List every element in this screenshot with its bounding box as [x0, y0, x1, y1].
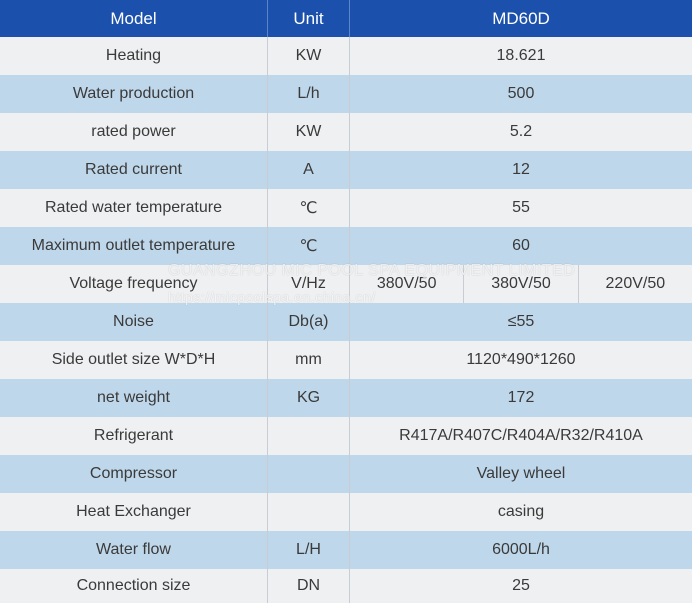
row-unit: KW — [268, 37, 350, 75]
row-unit: KW — [268, 113, 350, 151]
voltage-value-2: 380V/50 — [464, 265, 578, 303]
voltage-value-3: 220V/50 — [605, 275, 666, 292]
row-value-split — [350, 265, 692, 303]
row-unit: ℃ — [268, 189, 350, 227]
row-unit: mm — [268, 341, 350, 379]
table-row — [0, 75, 692, 113]
row-unit: V/Hz — [268, 265, 350, 303]
table-row — [0, 113, 692, 151]
row-unit — [268, 493, 350, 531]
header-value: MD60D — [492, 8, 550, 28]
header-model: Model — [0, 0, 268, 37]
row-label: Refrigerant — [0, 417, 268, 455]
row-unit: Db(a) — [268, 303, 350, 341]
row-value: 6000L/h — [492, 541, 550, 558]
table-row — [0, 227, 692, 265]
table-row — [0, 189, 692, 227]
table-row — [0, 265, 692, 303]
table-row — [0, 455, 692, 493]
row-label: net weight — [0, 379, 268, 417]
row-label: Heat Exchanger — [0, 493, 268, 531]
table-row — [0, 417, 692, 455]
watermark-company: GUANGZHOU MIC POOL SPA EQUIPMENT LIMITED — [168, 262, 576, 279]
voltage-value-1: 380V/50 — [350, 265, 464, 303]
table-row — [0, 379, 692, 417]
table-row — [0, 493, 692, 531]
row-label: Maximum outlet temperature — [0, 227, 268, 265]
row-label: Water production — [0, 75, 268, 113]
row-value: casing — [497, 503, 545, 520]
row-unit — [268, 417, 350, 455]
row-value: 12 — [512, 161, 530, 178]
row-value: 5.2 — [509, 123, 533, 140]
row-unit — [268, 455, 350, 493]
table-row — [0, 37, 692, 75]
row-value: 55 — [512, 199, 530, 216]
table-header — [0, 0, 692, 37]
watermark-url: https://micpoolspa.en.china.cn/ — [168, 289, 376, 305]
row-value: ≤55 — [507, 313, 535, 330]
row-label: Voltage frequency — [0, 265, 268, 303]
header-unit: Unit — [268, 0, 350, 37]
row-value: 500 — [507, 85, 535, 102]
row-label: Side outlet size W*D*H — [0, 341, 268, 379]
table-row — [0, 341, 692, 379]
row-unit: KG — [268, 379, 350, 417]
row-label: Noise — [0, 303, 268, 341]
row-label: Rated current — [0, 151, 268, 189]
row-label: Water flow — [0, 531, 268, 569]
row-value: 172 — [507, 389, 535, 406]
row-value: 60 — [512, 237, 530, 254]
row-value: R417A/R407C/R404A/R32/R410A — [399, 427, 643, 444]
table-row — [0, 151, 692, 189]
row-value: Valley wheel — [476, 465, 566, 482]
row-value: 18.621 — [496, 47, 546, 64]
table-row — [0, 303, 692, 341]
row-value: 1120*490*1260 — [466, 351, 576, 368]
row-label: Compressor — [0, 455, 268, 493]
row-label: Connection size — [0, 569, 268, 603]
row-label: Rated water temperature — [0, 189, 268, 227]
row-label: rated power — [0, 113, 268, 151]
row-unit: A — [268, 151, 350, 189]
row-unit: L/H — [268, 531, 350, 569]
row-unit: DN — [268, 569, 350, 603]
row-unit: ℃ — [268, 227, 350, 265]
row-label: Heating — [0, 37, 268, 75]
row-value: 25 — [512, 577, 530, 594]
table-row — [0, 531, 692, 569]
row-unit: L/h — [268, 75, 350, 113]
table-row — [0, 569, 692, 603]
